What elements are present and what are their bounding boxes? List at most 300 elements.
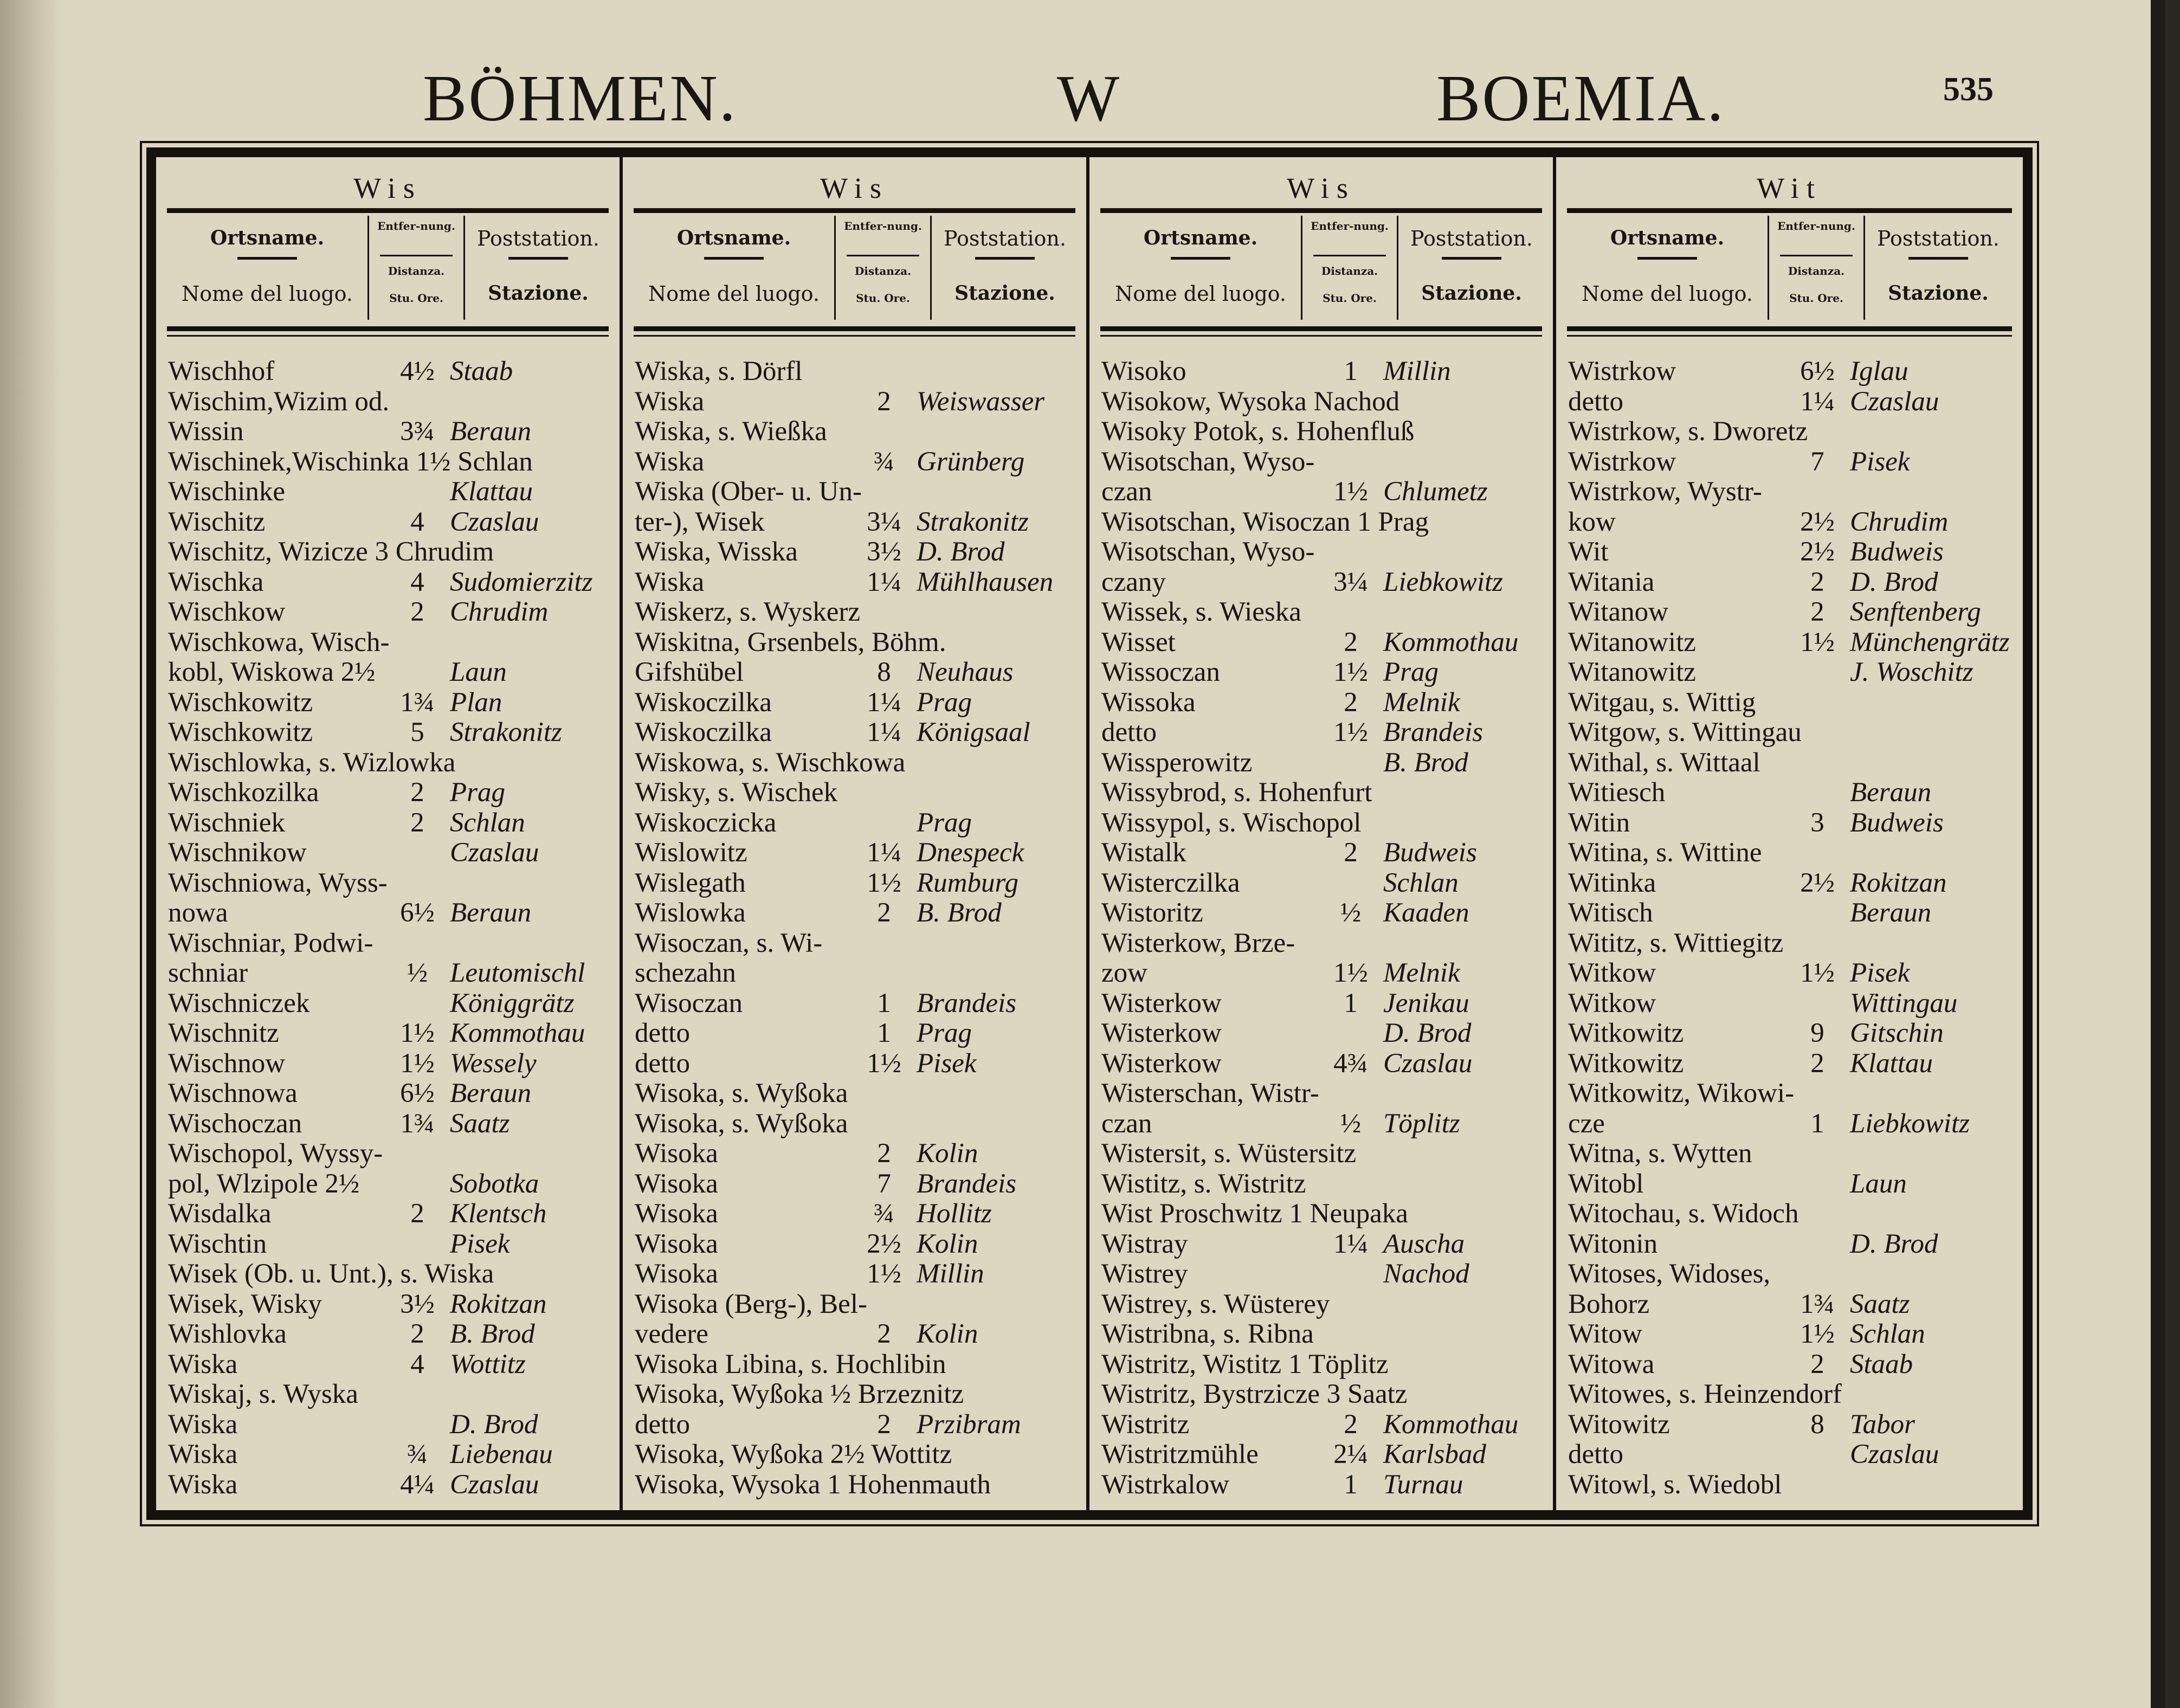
distanza-label: Distanza. xyxy=(1321,265,1378,278)
place-name: Wistrey, s. Wüsterey xyxy=(1101,1288,1330,1319)
table-row xyxy=(1101,507,1549,538)
post-station: Kommothau xyxy=(450,1018,585,1048)
place-name: Wisterkow xyxy=(1101,988,1222,1019)
distance: 4 xyxy=(410,506,424,537)
place-name: Bohorz xyxy=(1568,1288,1650,1319)
distance: ¾ xyxy=(407,1439,428,1469)
table-row xyxy=(1568,1049,2018,1079)
table-row xyxy=(635,1440,1082,1470)
post-station: D. Brod xyxy=(917,537,1005,567)
place-name: Witanowitz xyxy=(1568,657,1696,687)
table-row xyxy=(168,958,615,989)
table-row xyxy=(1101,477,1549,507)
distance: 2 xyxy=(1810,597,1824,627)
place-name: czany xyxy=(1101,566,1166,597)
distance: 1½ xyxy=(1333,958,1368,988)
place-name: Wiska, s. Wießka xyxy=(635,416,827,447)
table-column-1 xyxy=(156,157,623,1510)
place-name: Wislegath xyxy=(635,867,746,898)
distance: 2 xyxy=(410,1198,424,1229)
poststation-label: Poststation. xyxy=(1410,227,1533,250)
place-name: Witgow, s. Wittingau xyxy=(1568,717,1802,747)
ortsname-label: Ortsname. xyxy=(1143,227,1258,249)
table-row xyxy=(168,1049,615,1079)
table-row xyxy=(1568,838,2018,868)
header-bar xyxy=(237,257,297,260)
distance: 1½ xyxy=(1800,627,1835,658)
post-station: Wittingau xyxy=(1850,988,1958,1019)
distance: 1 xyxy=(877,988,891,1019)
distance: 1¼ xyxy=(867,566,901,597)
distance: 8 xyxy=(1810,1409,1824,1440)
table-row xyxy=(1568,1139,2018,1169)
place-name: Wistrkow xyxy=(1568,446,1676,477)
place-name: detto xyxy=(1568,1439,1623,1469)
column-title: Wis xyxy=(820,172,889,204)
table-row xyxy=(168,1109,615,1139)
place-name: Wisek (Ob. u. Unt.), s. Wiska xyxy=(168,1259,494,1289)
table-row xyxy=(168,357,615,387)
place-name: Witisch xyxy=(1568,898,1653,928)
table-row xyxy=(635,447,1082,478)
place-name: Wiskowa, s. Wischkowa xyxy=(635,747,906,778)
table-row xyxy=(1101,1380,1549,1410)
table-frame xyxy=(146,147,2033,1520)
table-row xyxy=(168,1259,615,1290)
station-header xyxy=(1865,216,2011,320)
place-name: Wisky, s. Wischek xyxy=(635,777,838,808)
place-name: Wisterkow, Brze- xyxy=(1101,927,1295,958)
body-rule-thin xyxy=(634,335,1075,337)
place-name: Witow xyxy=(1568,1319,1642,1349)
post-station: Kolin xyxy=(917,1228,978,1259)
place-name: Witoses, Widoses, xyxy=(1568,1259,1771,1289)
nome-label: Nome del luogo. xyxy=(1582,282,1753,306)
table-row xyxy=(1568,1410,2018,1440)
distance: 1¼ xyxy=(867,717,901,747)
table-row xyxy=(168,568,615,598)
page-number: 535 xyxy=(1943,71,1994,108)
distance: ¾ xyxy=(873,1198,895,1229)
distance-header xyxy=(367,216,465,320)
table-row xyxy=(635,658,1082,688)
ortsname-label: Ortsname. xyxy=(1610,227,1725,249)
distance: 3 xyxy=(1810,807,1824,838)
table-row xyxy=(1101,357,1549,387)
place-name: Wistalk xyxy=(1101,837,1186,868)
distance: 1½ xyxy=(867,867,901,898)
stazione-label: Stazione. xyxy=(954,282,1055,305)
place-name: Wisoka, Wyßoka ½ Brzeznitz xyxy=(635,1379,964,1409)
table-row xyxy=(1101,1470,1549,1500)
post-station: Chrudim xyxy=(450,597,549,627)
place-name: Wiska xyxy=(168,1349,238,1380)
table-row xyxy=(1568,387,2018,417)
table-row xyxy=(1101,929,1549,959)
table-row xyxy=(1568,898,2018,929)
table-row xyxy=(168,1290,615,1320)
place-name: Wisotschan, Wyso- xyxy=(1101,537,1315,567)
place-name: Wischkowitz xyxy=(168,687,313,718)
distance: 7 xyxy=(877,1168,891,1199)
distance: 2 xyxy=(1810,1048,1824,1079)
post-station: Mühlhausen xyxy=(917,566,1054,597)
table-row xyxy=(1101,537,1549,568)
table-column-2 xyxy=(623,157,1089,1510)
post-station: Liebenau xyxy=(450,1439,553,1469)
table-row xyxy=(635,688,1082,718)
post-station: Staab xyxy=(450,356,513,386)
table-row xyxy=(1101,1079,1549,1109)
table-row xyxy=(168,387,615,417)
post-station: Leutomischl xyxy=(450,958,585,988)
place-name: Wisoka xyxy=(635,1198,718,1229)
distance: 7 xyxy=(1810,446,1824,477)
body-rule xyxy=(1100,326,1542,331)
place-name: Wischniczek xyxy=(168,988,310,1019)
post-station: Königgrätz xyxy=(450,988,575,1019)
post-station: Czaslau xyxy=(1383,1048,1473,1079)
table-row xyxy=(635,1139,1082,1169)
post-station: Brandeis xyxy=(1383,717,1484,747)
post-station: Prag xyxy=(1383,657,1439,687)
table-row xyxy=(635,387,1082,417)
table-column-4 xyxy=(1556,157,2023,1510)
table-row xyxy=(1568,718,2018,748)
post-station: Laun xyxy=(1850,1168,1907,1199)
post-station: Pisek xyxy=(450,1228,510,1259)
header-rule xyxy=(1100,208,1542,213)
distance: ½ xyxy=(407,958,428,988)
distance: 6½ xyxy=(400,898,435,928)
place-name: Wischniowa, Wyss- xyxy=(168,867,388,898)
table-row xyxy=(635,808,1082,839)
ortsname-label: Ortsname. xyxy=(210,227,325,249)
distance: 6½ xyxy=(400,1078,435,1108)
distance: 3¼ xyxy=(1333,566,1368,597)
place-name: Wiska xyxy=(635,386,705,417)
place-name: Wistrey xyxy=(1101,1259,1188,1289)
table-row xyxy=(1568,568,2018,598)
post-station: Saatz xyxy=(450,1108,510,1139)
post-station: Klattau xyxy=(450,476,533,507)
entry-list xyxy=(168,357,615,1500)
place-name: detto xyxy=(1101,717,1157,747)
place-name: Wisoka xyxy=(635,1228,718,1259)
table-row xyxy=(1568,1470,2018,1500)
place-name: Wisoka, s. Wyßoka xyxy=(635,1078,848,1108)
distance: 2 xyxy=(1344,837,1358,868)
post-station: Kaaden xyxy=(1383,898,1469,928)
header-bar xyxy=(1313,255,1386,256)
place-name: Witobl xyxy=(1568,1168,1644,1199)
place-name: Witania xyxy=(1568,566,1655,597)
post-station: Strakonitz xyxy=(917,506,1029,537)
table-row xyxy=(1101,778,1549,808)
post-station: Auscha xyxy=(1383,1228,1465,1259)
place-name: nowa xyxy=(168,898,228,928)
table-row xyxy=(168,597,615,628)
table-row xyxy=(1101,1350,1549,1380)
table-row xyxy=(1568,1290,2018,1320)
place-name: Witna, s. Wytten xyxy=(1568,1138,1752,1169)
post-station: Prag xyxy=(450,777,505,808)
place-name: Wiskitna, Grsenbels, Böhm. xyxy=(635,627,946,658)
distance: 1¼ xyxy=(1333,1228,1368,1259)
table-row xyxy=(635,537,1082,568)
place-name: Wisotschan, Wisoczan 1 Prag xyxy=(1101,506,1429,537)
post-station: Iglau xyxy=(1850,356,1908,386)
distance: 1½ xyxy=(867,1259,901,1289)
table-row xyxy=(635,1019,1082,1049)
distance: 2 xyxy=(410,1319,424,1349)
place-name: Wistray xyxy=(1101,1228,1188,1259)
station-header xyxy=(1398,216,1545,320)
post-station: Beraun xyxy=(450,416,532,447)
header-bar xyxy=(1442,257,1501,260)
place-name: Wisoka (Berg-), Bel- xyxy=(635,1288,867,1319)
distance: 2 xyxy=(410,777,424,808)
post-station: Millin xyxy=(1383,356,1451,386)
place-name: Wist Proschwitz 1 Neupaka xyxy=(1101,1198,1408,1229)
distance: 4¼ xyxy=(400,1469,435,1500)
distance: 9 xyxy=(1810,1018,1824,1048)
post-station: Prag xyxy=(917,687,972,718)
place-name: Wislowitz xyxy=(635,837,747,868)
place-name: schniar xyxy=(168,958,248,988)
column-title: Wis xyxy=(1287,172,1356,204)
post-station: Melnik xyxy=(1383,958,1460,988)
place-name: Wisotschan, Wyso- xyxy=(1101,446,1315,477)
table-row xyxy=(168,1470,615,1500)
place-name: Wischinke xyxy=(168,476,286,507)
post-station: Rokitzan xyxy=(450,1288,547,1319)
place-name: Wistrkow, Wystr- xyxy=(1568,476,1762,507)
place-name: Wischniek xyxy=(168,807,286,838)
entfernung-label: Entfer-nung. xyxy=(844,220,922,233)
place-name: detto xyxy=(1568,386,1623,417)
post-station: Chlumetz xyxy=(1383,476,1488,507)
post-station: Kommothau xyxy=(1383,627,1519,658)
table-row xyxy=(635,1079,1082,1109)
distance: 1¼ xyxy=(867,837,901,868)
place-name: kobl, Wiskowa 2½ xyxy=(168,657,376,687)
post-station: Sobotka xyxy=(450,1168,539,1199)
post-station: Staab xyxy=(1850,1349,1913,1380)
table-row xyxy=(1568,688,2018,718)
place-name: Wiska xyxy=(168,1439,238,1469)
place-name: Wisoka, Wyßoka 2½ Wottitz xyxy=(635,1439,952,1469)
place-name: Wischitz, Wizicze 3 Chrudim xyxy=(168,537,494,567)
table-row xyxy=(1568,1229,2018,1260)
table-row xyxy=(1101,1019,1549,1049)
table-row xyxy=(1568,868,2018,899)
table-row xyxy=(635,477,1082,507)
header-bar xyxy=(1637,257,1697,260)
place-name: Wisterschan, Wistr- xyxy=(1101,1078,1319,1108)
table-row xyxy=(1101,1440,1549,1470)
distance-header xyxy=(1768,216,1865,320)
table-row xyxy=(168,808,615,839)
distance: 4¾ xyxy=(1333,1048,1368,1079)
running-head-letter: W xyxy=(1057,62,1120,135)
place-name: Witochau, s. Widoch xyxy=(1568,1198,1799,1229)
table-row xyxy=(1568,1109,2018,1139)
post-station: Wessely xyxy=(450,1048,537,1079)
table-row xyxy=(168,929,615,959)
post-station: Prag xyxy=(917,807,972,838)
place-name: Wischitz xyxy=(168,506,266,537)
place-name: Witanowitz xyxy=(1568,627,1696,658)
post-station: Strakonitz xyxy=(450,717,562,747)
place-name: Wiska xyxy=(635,446,705,477)
post-station: Weiswasser xyxy=(917,386,1045,417)
table-row xyxy=(635,868,1082,899)
place-name: Wisterkow xyxy=(1101,1018,1222,1048)
table-row xyxy=(635,568,1082,598)
table-row xyxy=(168,838,615,868)
table-row xyxy=(635,898,1082,929)
table-row xyxy=(635,357,1082,387)
entry-list xyxy=(1568,357,2018,1500)
distance: 6½ xyxy=(1800,356,1835,386)
table-row xyxy=(168,778,615,808)
place-name: cze xyxy=(1568,1108,1605,1139)
place-name: Wiskerz, s. Wyskerz xyxy=(635,597,860,627)
place-name: Wiska xyxy=(168,1469,238,1500)
table-row xyxy=(1101,658,1549,688)
table-row xyxy=(635,989,1082,1019)
column-subheader xyxy=(634,216,1075,320)
place-name: Wisterkow xyxy=(1101,1048,1222,1079)
table-row xyxy=(635,929,1082,959)
place-name: Wischtin xyxy=(168,1228,267,1259)
place-name: Wischoczan xyxy=(168,1108,302,1139)
place-name: Witkowitz, Wikowi- xyxy=(1568,1078,1795,1108)
table-row xyxy=(1101,1049,1549,1079)
place-name: Witowa xyxy=(1568,1349,1655,1380)
post-station: Kolin xyxy=(917,1319,978,1349)
place-name: Wischniar, Podwi- xyxy=(168,927,373,958)
distance: 2 xyxy=(1810,1349,1824,1380)
table-row xyxy=(1568,748,2018,778)
place-name: ter-), Wisek xyxy=(635,506,765,537)
place-name: Wiskoczicka xyxy=(635,807,777,838)
place-name: Wistitz, s. Wistritz xyxy=(1101,1168,1306,1199)
post-station: Saatz xyxy=(1850,1288,1910,1319)
table-row xyxy=(635,1350,1082,1380)
header-bar xyxy=(1908,257,1968,260)
distanza-label: Distanza. xyxy=(388,265,445,278)
table-row xyxy=(168,417,615,447)
header-bar xyxy=(847,255,919,256)
distance: 1¾ xyxy=(400,687,435,718)
table-row xyxy=(1101,958,1549,989)
table-row xyxy=(1568,658,2018,688)
table-row xyxy=(1101,568,1549,598)
distance: ½ xyxy=(1340,1108,1362,1139)
distanza-label: Distanza. xyxy=(854,265,912,278)
place-name: Witkowitz xyxy=(1568,1048,1684,1079)
distance: 2½ xyxy=(1800,537,1835,567)
table-row xyxy=(168,1410,615,1440)
nome-label: Nome del luogo. xyxy=(1115,282,1286,306)
header-rule xyxy=(634,208,1075,213)
table-row xyxy=(635,1319,1082,1350)
place-name: Witina, s. Wittine xyxy=(1568,837,1762,868)
place-name: Wissin xyxy=(168,416,244,447)
table-row xyxy=(1568,1199,2018,1229)
page-edge xyxy=(2151,0,2165,1708)
post-station: J. Woschitz xyxy=(1850,657,1973,687)
table-row xyxy=(168,1139,615,1169)
place-name: Wistersit, s. Wüstersitz xyxy=(1101,1138,1357,1169)
column-title: Wis xyxy=(353,172,422,204)
ortsname-header xyxy=(1100,216,1301,320)
post-station: D. Brod xyxy=(1383,1018,1472,1048)
table-row xyxy=(1101,838,1549,868)
distance: 1 xyxy=(1810,1108,1824,1139)
distance: 2 xyxy=(410,597,424,627)
post-station: Beraun xyxy=(450,898,532,928)
place-name: pol, Wlzipole 2½ xyxy=(168,1168,360,1199)
table-row xyxy=(1568,357,2018,387)
post-station: Beraun xyxy=(1850,898,1932,928)
table-row xyxy=(1568,1169,2018,1200)
table-row xyxy=(1101,387,1549,417)
table-row xyxy=(168,718,615,748)
table-row xyxy=(635,1259,1082,1290)
place-name: Witkow xyxy=(1568,988,1656,1019)
table-row xyxy=(1568,1380,2018,1410)
table-row xyxy=(1568,597,2018,628)
place-name: detto xyxy=(635,1018,690,1048)
place-name: detto xyxy=(635,1409,690,1440)
stazione-label: Stazione. xyxy=(1421,282,1522,305)
distance: 2 xyxy=(1344,687,1358,718)
distance: 3¼ xyxy=(867,506,901,537)
post-station: Przibram xyxy=(917,1409,1021,1440)
entry-list xyxy=(1101,357,1549,1500)
table-row xyxy=(1101,1410,1549,1440)
place-name: Wischkowa, Wisch- xyxy=(168,627,390,658)
post-station: B. Brod xyxy=(917,898,1002,928)
post-station: Budweis xyxy=(1850,807,1944,838)
post-station: Czaslau xyxy=(1850,386,1939,417)
post-station: Plan xyxy=(450,687,502,718)
ortsname-header xyxy=(634,216,834,320)
place-name: Wisokow, Wysoka Nachod xyxy=(1101,386,1400,417)
entfernung-label: Entfer-nung. xyxy=(1777,220,1855,233)
place-name: Wischkowitz xyxy=(168,717,313,747)
place-name: Wisoka xyxy=(635,1138,718,1169)
place-name: Witkowitz xyxy=(1568,1018,1684,1048)
table-row xyxy=(1101,1319,1549,1350)
body-rule-thin xyxy=(167,335,609,337)
table-row xyxy=(1568,537,2018,568)
post-station: Nachod xyxy=(1383,1259,1469,1289)
post-station: B. Brod xyxy=(450,1319,535,1349)
post-station: Turnau xyxy=(1383,1469,1463,1500)
post-station: Czaslau xyxy=(450,1469,539,1500)
distance: 1 xyxy=(1344,1469,1358,1500)
ortsname-header xyxy=(1567,216,1768,320)
table-row xyxy=(1101,748,1549,778)
post-station: D. Brod xyxy=(1850,566,1938,597)
table-row xyxy=(168,688,615,718)
place-name: Wissoczan xyxy=(1101,657,1220,687)
post-station: Dnespeck xyxy=(917,837,1024,868)
